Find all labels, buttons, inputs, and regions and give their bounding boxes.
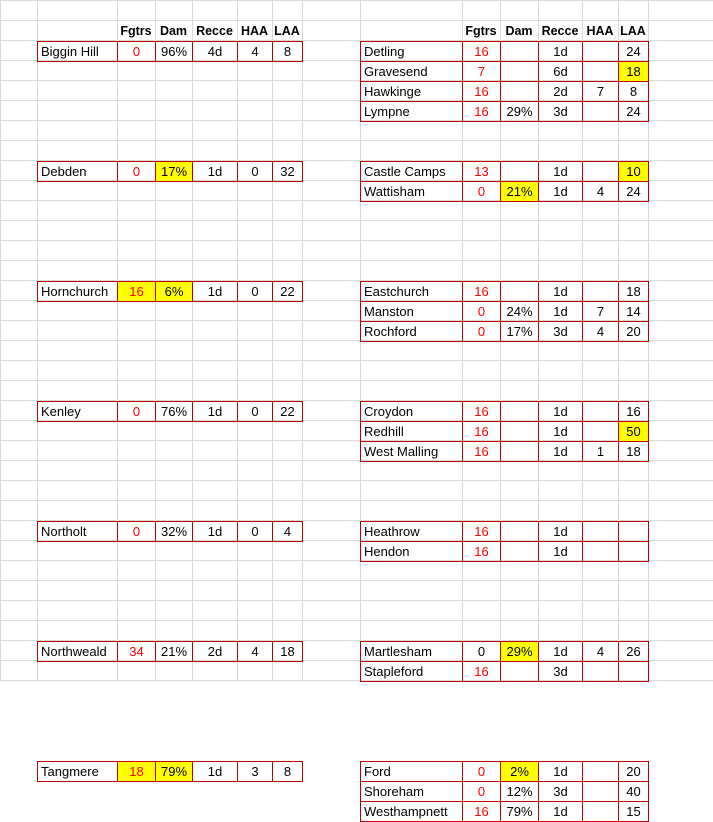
- table-row-border: [360, 541, 648, 542]
- table-column-border: [462, 761, 463, 822]
- right-header-recce[interactable]: Recce: [541, 24, 579, 38]
- sector-dam-cell[interactable]: 17%: [156, 162, 192, 181]
- sector-dam-cell[interactable]: 79%: [156, 762, 192, 781]
- table-column-border: [582, 41, 583, 122]
- satellite-fgtrs-cell[interactable]: 13: [474, 164, 489, 179]
- satellite-dam-cell[interactable]: 2%: [501, 762, 538, 781]
- satellite-haa-cell[interactable]: [583, 762, 618, 781]
- satellite-laa-cell[interactable]: [619, 542, 648, 561]
- table-column-border: [582, 761, 583, 822]
- satellite-fgtrs-cell[interactable]: 0: [477, 784, 486, 799]
- satellite-dam-cell[interactable]: 21%: [501, 182, 538, 201]
- table-column-border: [538, 761, 539, 822]
- satellite-recce-cell[interactable]: 3d: [553, 664, 568, 679]
- table-column-border: [117, 281, 118, 302]
- satellite-airfield-name-cell[interactable]: Croydon: [364, 404, 414, 419]
- satellite-fgtrs-cell[interactable]: 16: [474, 404, 489, 419]
- satellite-laa-cell[interactable]: 50: [619, 422, 648, 441]
- satellite-laa-cell[interactable]: 20: [626, 324, 641, 339]
- right-header-laa[interactable]: LAA: [620, 24, 646, 38]
- table-column-border: [538, 161, 539, 202]
- table-column-border: [155, 281, 156, 302]
- table-column-border: [192, 41, 193, 62]
- table-column-border: [272, 521, 273, 542]
- satellite-laa-cell[interactable]: [619, 662, 648, 681]
- table-column-border: [155, 521, 156, 542]
- sector-haa-cell[interactable]: 3: [251, 764, 259, 779]
- table-column-border: [272, 41, 273, 62]
- sector-haa-cell[interactable]: 0: [251, 284, 259, 299]
- table-column-border: [155, 401, 156, 422]
- satellite-recce-cell[interactable]: 1d: [553, 284, 568, 299]
- table-column-border: [117, 161, 118, 182]
- satellite-fgtrs-cell[interactable]: 16: [474, 544, 489, 559]
- satellite-airfield-name-cell[interactable]: Westhampnett: [364, 804, 448, 819]
- satellite-recce-cell[interactable]: 1d: [553, 764, 568, 779]
- table-column-border: [618, 41, 619, 122]
- satellite-dam-cell[interactable]: 29%: [506, 104, 533, 119]
- satellite-haa-cell[interactable]: 7: [596, 84, 605, 99]
- grid-column-line: [237, 0, 238, 681]
- satellite-fgtrs-cell[interactable]: 16: [474, 804, 489, 819]
- satellite-haa-cell[interactable]: 4: [596, 324, 605, 339]
- satellite-recce-cell[interactable]: 2d: [553, 84, 568, 99]
- satellite-dam-cell[interactable]: [501, 662, 538, 681]
- table-column-border: [272, 641, 273, 662]
- table-column-border: [538, 401, 539, 462]
- satellite-dam-cell[interactable]: [501, 402, 538, 421]
- satellite-recce-cell[interactable]: 3d: [553, 324, 568, 339]
- satellite-recce-cell[interactable]: 1d: [553, 304, 568, 319]
- satellite-dam-cell[interactable]: 12%: [506, 784, 533, 799]
- satellite-fgtrs-cell[interactable]: 0: [477, 324, 486, 339]
- table-column-border: [500, 761, 501, 822]
- satellite-dam-cell[interactable]: [501, 522, 538, 541]
- satellite-haa-cell[interactable]: 7: [596, 304, 605, 319]
- satellite-laa-cell[interactable]: 15: [626, 804, 641, 819]
- satellite-airfield-name-cell[interactable]: West Malling: [364, 444, 439, 459]
- satellite-dam-cell[interactable]: [501, 282, 538, 301]
- table-column-border: [237, 281, 238, 302]
- satellite-haa-cell[interactable]: [583, 542, 618, 561]
- satellite-airfield-name-cell[interactable]: Hendon: [364, 544, 410, 559]
- right-header-fgtrs[interactable]: Fgtrs: [465, 24, 497, 38]
- grid-column-line: [302, 0, 303, 681]
- table-column-border: [500, 521, 501, 562]
- table-column-border: [117, 41, 118, 62]
- table-row-border: [360, 301, 648, 302]
- satellite-dam-cell[interactable]: 29%: [501, 642, 538, 661]
- satellite-airfield-name-cell[interactable]: Martlesham: [364, 644, 432, 659]
- table-column-border: [582, 161, 583, 202]
- sector-recce-cell[interactable]: 2d: [207, 644, 223, 659]
- grid-column-line: [272, 0, 273, 681]
- table-column-border: [237, 41, 238, 62]
- sector-laa-cell[interactable]: 22: [280, 284, 295, 299]
- satellite-fgtrs-cell[interactable]: 16: [474, 664, 489, 679]
- satellite-airfield-name-cell[interactable]: Castle Camps: [364, 164, 446, 179]
- satellite-laa-cell[interactable]: 24: [626, 104, 641, 119]
- table-column-border: [538, 521, 539, 562]
- sector-haa-cell[interactable]: 4: [251, 644, 259, 659]
- sector-laa-cell[interactable]: 32: [280, 164, 295, 179]
- satellite-airfield-name-cell[interactable]: Shoreham: [364, 784, 424, 799]
- table-column-border: [462, 521, 463, 562]
- satellite-fgtrs-cell[interactable]: 0: [477, 644, 486, 659]
- table-row-border: [360, 181, 648, 182]
- satellite-dam-cell[interactable]: 79%: [506, 804, 533, 819]
- table-column-border: [272, 761, 273, 782]
- satellite-airfield-name-cell[interactable]: Ford: [364, 764, 391, 779]
- table-column-border: [500, 281, 501, 342]
- satellite-laa-cell[interactable]: [619, 522, 648, 541]
- table-column-border: [462, 281, 463, 342]
- satellite-dam-cell[interactable]: [501, 422, 538, 441]
- grid-column-line: [155, 0, 156, 681]
- table-column-border: [538, 41, 539, 122]
- satellite-airfield-name-cell[interactable]: Eastchurch: [364, 284, 430, 299]
- grid-column-line: [117, 0, 118, 681]
- satellite-laa-cell[interactable]: 18: [626, 284, 641, 299]
- satellite-laa-cell[interactable]: 20: [626, 764, 641, 779]
- satellite-recce-cell[interactable]: 3d: [553, 104, 568, 119]
- sector-fgtrs-cell[interactable]: 34: [129, 644, 144, 659]
- satellite-haa-cell[interactable]: 4: [596, 644, 605, 659]
- table-column-border: [500, 41, 501, 122]
- sector-dam-cell[interactable]: 21%: [160, 644, 188, 659]
- table-column-border: [117, 641, 118, 662]
- sector-haa-cell[interactable]: 0: [251, 404, 259, 419]
- satellite-laa-cell[interactable]: 14: [626, 304, 641, 319]
- satellite-laa-cell[interactable]: 8: [629, 84, 638, 99]
- satellite-recce-cell[interactable]: 1d: [553, 44, 568, 59]
- satellite-recce-cell[interactable]: 1d: [553, 444, 568, 459]
- left-header-dam[interactable]: Dam: [159, 24, 188, 38]
- table-column-border: [538, 641, 539, 682]
- table-column-border: [237, 761, 238, 782]
- satellite-fgtrs-cell[interactable]: 16: [474, 104, 489, 119]
- satellite-dam-cell[interactable]: [501, 542, 538, 561]
- satellite-haa-cell[interactable]: [583, 422, 618, 441]
- table-column-border: [462, 641, 463, 682]
- satellite-haa-cell[interactable]: [583, 402, 618, 421]
- sector-airfield-name-cell[interactable]: Debden: [41, 164, 87, 179]
- satellite-fgtrs-cell[interactable]: 0: [477, 304, 486, 319]
- sector-recce-cell[interactable]: 1d: [207, 764, 223, 779]
- sector-haa-cell[interactable]: 4: [251, 44, 259, 59]
- table-column-border: [582, 641, 583, 682]
- satellite-laa-cell[interactable]: 24: [626, 184, 641, 199]
- table-column-border: [192, 161, 193, 182]
- satellite-fgtrs-cell[interactable]: 16: [474, 424, 489, 439]
- sector-recce-cell[interactable]: 1d: [207, 284, 223, 299]
- table-column-border: [272, 401, 273, 422]
- sector-airfield-name-cell[interactable]: Tangmere: [41, 764, 99, 779]
- table-column-border: [500, 161, 501, 202]
- satellite-airfield-name-cell[interactable]: Hawkinge: [364, 84, 422, 99]
- sector-fgtrs-cell[interactable]: 16: [118, 282, 155, 301]
- table-column-border: [155, 761, 156, 782]
- sector-airfield-name-cell[interactable]: Biggin Hill: [41, 44, 99, 59]
- table-column-border: [618, 641, 619, 682]
- table-row-border: [360, 421, 648, 422]
- satellite-haa-cell[interactable]: [583, 162, 618, 181]
- satellite-airfield-name-cell[interactable]: Redhill: [364, 424, 404, 439]
- satellite-recce-cell[interactable]: 6d: [553, 64, 568, 79]
- satellite-laa-cell[interactable]: 24: [626, 44, 641, 59]
- satellite-dam-cell[interactable]: [501, 82, 538, 101]
- table-column-border: [462, 401, 463, 462]
- satellite-dam-cell[interactable]: [501, 442, 538, 461]
- table-column-border: [155, 41, 156, 62]
- satellite-dam-cell[interactable]: [501, 42, 538, 61]
- sector-fgtrs-cell[interactable]: 0: [132, 404, 141, 419]
- table-column-border: [500, 641, 501, 682]
- satellite-recce-cell[interactable]: 1d: [553, 424, 568, 439]
- satellite-recce-cell[interactable]: 3d: [553, 784, 568, 799]
- satellite-haa-cell[interactable]: [583, 102, 618, 121]
- table-column-border: [192, 281, 193, 302]
- satellite-fgtrs-cell[interactable]: 16: [474, 284, 489, 299]
- satellite-laa-cell[interactable]: 16: [626, 404, 641, 419]
- satellite-haa-cell[interactable]: [583, 62, 618, 81]
- satellite-recce-cell[interactable]: 1d: [553, 524, 568, 539]
- grid-column-line: [37, 0, 38, 681]
- table-column-border: [237, 401, 238, 422]
- table-column-border: [237, 521, 238, 542]
- right-header-dam[interactable]: Dam: [505, 24, 533, 38]
- grid-column-line: [192, 0, 193, 681]
- satellite-recce-cell[interactable]: 1d: [553, 404, 568, 419]
- satellite-haa-cell[interactable]: [583, 42, 618, 61]
- sector-fgtrs-cell[interactable]: 0: [132, 524, 141, 539]
- sector-dam-cell[interactable]: 6%: [156, 282, 192, 301]
- sector-fgtrs-cell[interactable]: 0: [132, 44, 141, 59]
- satellite-airfield-name-cell[interactable]: Stapleford: [364, 664, 424, 679]
- satellite-haa-cell[interactable]: [583, 522, 618, 541]
- satellite-airfield-name-cell[interactable]: Manston: [364, 304, 414, 319]
- sector-airfield-name-cell[interactable]: Northweald: [41, 644, 107, 659]
- right-header-haa[interactable]: HAA: [586, 24, 614, 38]
- satellite-airfield-name-cell[interactable]: Lympne: [364, 104, 410, 119]
- table-row-border: [360, 101, 648, 102]
- satellite-recce-cell[interactable]: 1d: [553, 804, 568, 819]
- satellite-fgtrs-cell[interactable]: 16: [474, 444, 489, 459]
- table-column-border: [237, 161, 238, 182]
- satellite-fgtrs-cell[interactable]: 0: [477, 764, 486, 779]
- table-column-border: [237, 641, 238, 662]
- sector-haa-cell[interactable]: 0: [251, 524, 259, 539]
- satellite-fgtrs-cell[interactable]: 7: [477, 64, 486, 79]
- satellite-dam-cell[interactable]: 24%: [506, 304, 533, 319]
- satellite-haa-cell[interactable]: 4: [596, 184, 605, 199]
- satellite-laa-cell[interactable]: 10: [619, 162, 648, 181]
- satellite-airfield-name-cell[interactable]: Heathrow: [364, 524, 420, 539]
- satellite-fgtrs-cell[interactable]: 16: [474, 524, 489, 539]
- sector-airfield-name-cell[interactable]: Northolt: [41, 524, 87, 539]
- table-column-border: [582, 521, 583, 562]
- table-row-border: [360, 81, 648, 82]
- satellite-laa-cell[interactable]: 40: [626, 784, 641, 799]
- sector-laa-cell[interactable]: 8: [283, 44, 292, 59]
- table-column-border: [192, 401, 193, 422]
- sector-laa-cell[interactable]: 4: [283, 524, 292, 539]
- table-row-border: [360, 781, 648, 782]
- sector-laa-cell[interactable]: 18: [280, 644, 295, 659]
- table-column-border: [618, 161, 619, 202]
- table-column-border: [582, 281, 583, 342]
- table-column-border: [117, 521, 118, 542]
- satellite-recce-cell[interactable]: 1d: [553, 164, 568, 179]
- satellite-laa-cell[interactable]: 18: [619, 62, 648, 81]
- table-column-border: [538, 281, 539, 342]
- sector-dam-cell[interactable]: 32%: [160, 524, 188, 539]
- left-header-haa[interactable]: HAA: [240, 24, 269, 38]
- left-header-recce[interactable]: Recce: [196, 24, 233, 38]
- satellite-laa-cell[interactable]: 26: [626, 644, 641, 659]
- satellite-dam-cell[interactable]: 17%: [506, 324, 533, 339]
- satellite-recce-cell[interactable]: 1d: [553, 544, 568, 559]
- left-header-fgtrs[interactable]: Fgtrs: [120, 24, 152, 38]
- table-column-border: [618, 761, 619, 822]
- satellite-haa-cell[interactable]: [583, 662, 618, 681]
- sector-airfield-name-cell[interactable]: Kenley: [41, 404, 81, 419]
- sector-recce-cell[interactable]: 4d: [207, 44, 223, 59]
- grid-column-line: [648, 0, 649, 681]
- sector-recce-cell[interactable]: 1d: [207, 404, 223, 419]
- table-column-border: [155, 161, 156, 182]
- table-column-border: [618, 521, 619, 562]
- satellite-airfield-name-cell[interactable]: Rochford: [364, 324, 417, 339]
- table-column-border: [192, 761, 193, 782]
- sector-dam-cell[interactable]: 76%: [160, 404, 188, 419]
- table-row-border: [360, 321, 648, 322]
- satellite-haa-cell[interactable]: [583, 802, 618, 821]
- table-column-border: [500, 401, 501, 462]
- sector-recce-cell[interactable]: 1d: [207, 164, 223, 179]
- table-column-border: [117, 761, 118, 782]
- table-row-border: [360, 801, 648, 802]
- table-column-border: [618, 281, 619, 342]
- satellite-laa-cell[interactable]: 18: [626, 444, 641, 459]
- left-header-laa[interactable]: LAA: [274, 24, 300, 38]
- sector-laa-cell[interactable]: 8: [283, 764, 292, 779]
- satellite-fgtrs-cell[interactable]: 16: [474, 44, 489, 59]
- sector-fgtrs-cell[interactable]: 0: [132, 164, 141, 179]
- sector-haa-cell[interactable]: 0: [251, 164, 259, 179]
- table-column-border: [462, 161, 463, 202]
- sector-fgtrs-cell[interactable]: 18: [118, 762, 155, 781]
- table-column-border: [192, 521, 193, 542]
- satellite-dam-cell[interactable]: [501, 62, 538, 81]
- satellite-airfield-name-cell[interactable]: Gravesend: [364, 64, 428, 79]
- table-column-border: [618, 401, 619, 462]
- sector-recce-cell[interactable]: 1d: [207, 524, 223, 539]
- sector-laa-cell[interactable]: 22: [280, 404, 295, 419]
- satellite-haa-cell[interactable]: [583, 782, 618, 801]
- table-column-border: [117, 401, 118, 422]
- satellite-fgtrs-cell[interactable]: 16: [474, 84, 489, 99]
- sector-dam-cell[interactable]: 96%: [160, 44, 188, 59]
- satellite-dam-cell[interactable]: [501, 162, 538, 181]
- satellite-airfield-name-cell[interactable]: Detling: [364, 44, 405, 59]
- table-column-border: [272, 161, 273, 182]
- table-row-border: [360, 441, 648, 442]
- table-row-border: [360, 661, 648, 662]
- satellite-haa-cell[interactable]: 1: [596, 444, 605, 459]
- sector-airfield-name-cell[interactable]: Hornchurch: [41, 284, 109, 299]
- satellite-fgtrs-cell[interactable]: 0: [477, 184, 486, 199]
- satellite-recce-cell[interactable]: 1d: [553, 644, 568, 659]
- table-column-border: [272, 281, 273, 302]
- table-column-border: [582, 401, 583, 462]
- satellite-airfield-name-cell[interactable]: Wattisham: [364, 184, 425, 199]
- satellite-recce-cell[interactable]: 1d: [553, 184, 568, 199]
- satellite-haa-cell[interactable]: [583, 282, 618, 301]
- table-column-border: [155, 641, 156, 662]
- table-column-border: [462, 41, 463, 122]
- table-column-border: [192, 641, 193, 662]
- table-row-border: [360, 61, 648, 62]
